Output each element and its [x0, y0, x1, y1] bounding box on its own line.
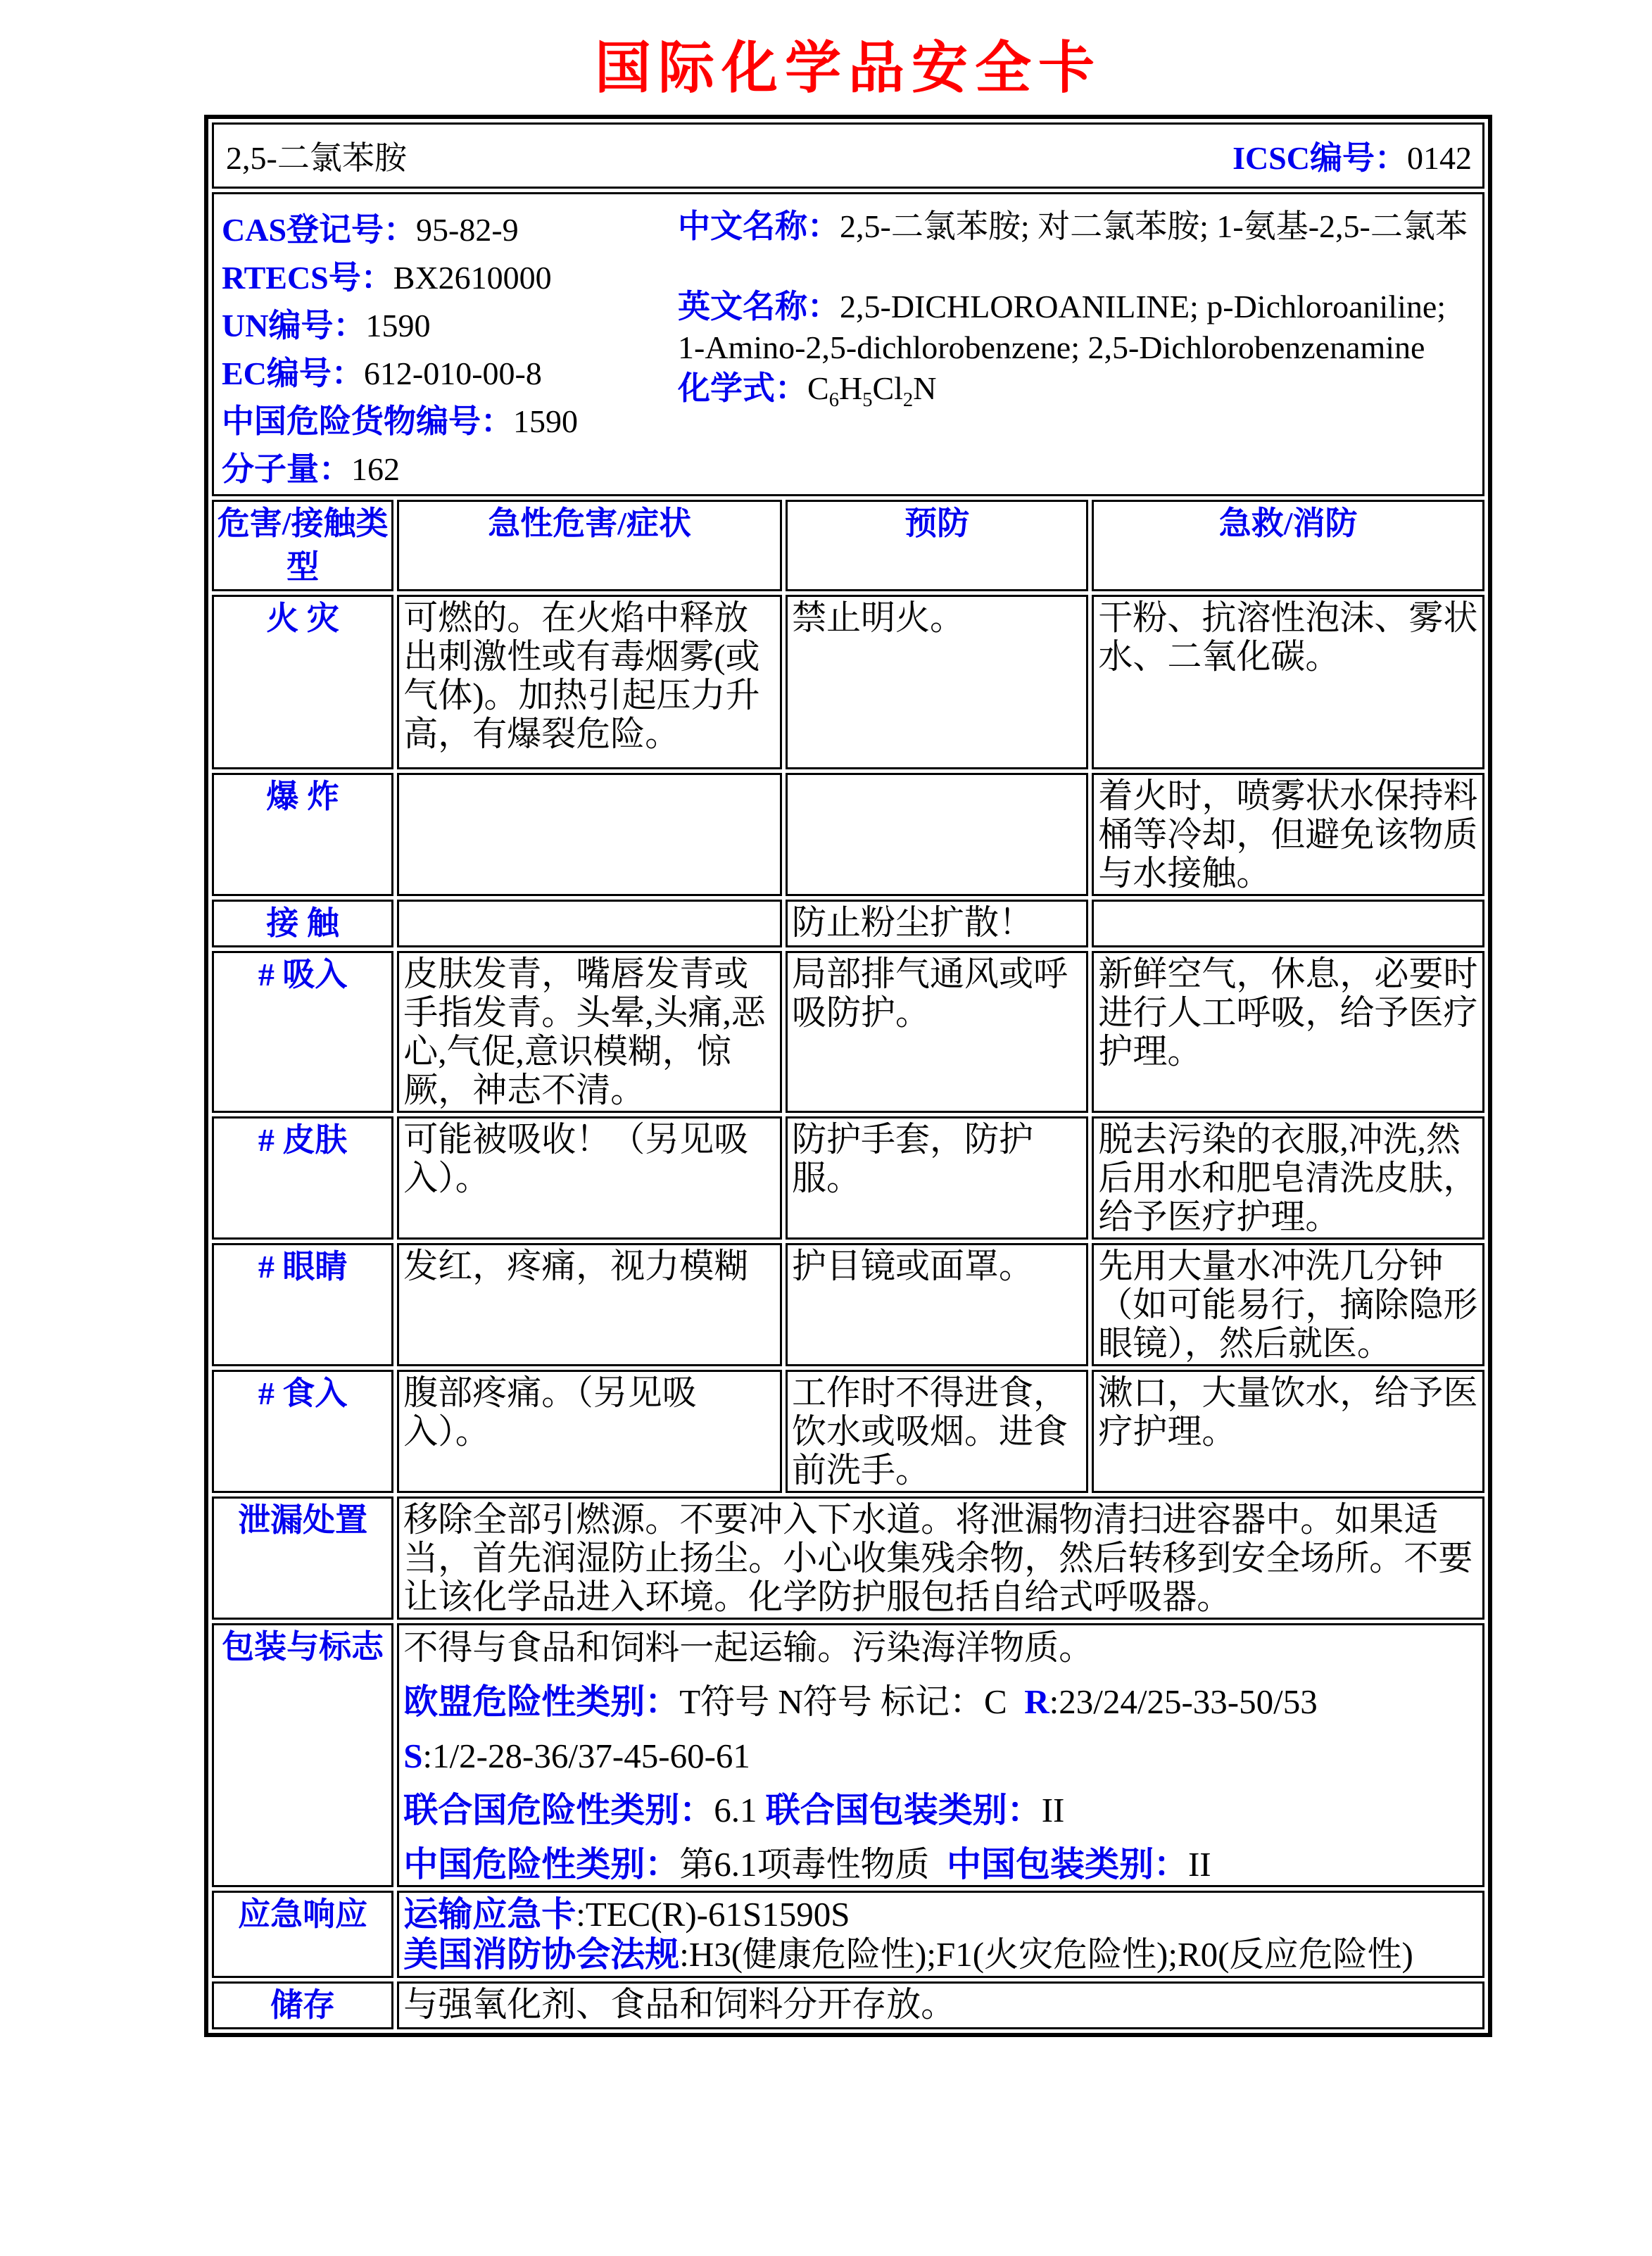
- packaging-eu-class: 欧盟危险性类别：T符号 N符号 标记：C R:23/24/25-33-50/53: [403, 1682, 1318, 1721]
- prevention-cell: 护目镜或面罩。: [786, 1243, 1088, 1366]
- response-cell: [1092, 900, 1484, 947]
- symptoms-cell: 可燃的。在火焰中释放出刺激性或有毒烟雾(或气体)。加热引起压力升高，有爆裂危险。: [397, 595, 782, 769]
- response-cell: 干粉、抗溶性泡沫、雾状水、二氧化碳。: [1092, 595, 1484, 769]
- response-cell: 先用大量水冲洗几分钟（如可能易行，摘除隐形眼镜），然后就医。: [1092, 1243, 1484, 1366]
- chinese-name: 中文名称：2,5-二氯苯胺; 对二氯苯胺; 1-氨基-2,5-二氯苯: [678, 208, 1468, 244]
- china-dg-number-line: 中国危险货物编号：1590: [222, 403, 578, 439]
- hazard-header-prevention: 预防: [786, 500, 1088, 591]
- icsc-number: ICSC编号：0142: [1232, 140, 1472, 176]
- symptoms-cell: [397, 900, 782, 947]
- hazard-row-label: # 眼睛: [212, 1243, 393, 1366]
- hazard-row-label: 火 灾: [212, 595, 393, 769]
- symptoms-cell: 可能被吸收！（另见吸入）。: [397, 1116, 782, 1240]
- hazard-header-type: 危害/接触类型: [212, 500, 393, 591]
- packaging-china-class: 中国危险性类别：第6.1项毒性物质 中国包装类别：II: [403, 1845, 1211, 1884]
- hazard-header-row: [212, 500, 1484, 591]
- transport-emergency-card: 运输应急卡:TEC(R)-61S1590S: [403, 1895, 850, 1934]
- packaging-un-class: 联合国危险性类别：6.1 联合国包装类别：II: [403, 1791, 1065, 1829]
- hazard-row-exposure: [212, 900, 1484, 947]
- response-cell: 漱口，大量饮水，给予医疗护理。: [1092, 1370, 1484, 1493]
- packaging-transport-note: 不得与食品和饲料一起运输。污染海洋物质。: [403, 1628, 1094, 1667]
- icsc-card-table: [204, 115, 1492, 2037]
- section-content-packaging: [397, 1623, 1484, 1887]
- spill-paragraph: 移除全部引燃源。不要冲入下水道。将泄漏物清扫进容器中。如果适当，首先润湿防止扬尘。小心收集残余物，然后转移到安全场所。不要让该化学品进入环境。化学防护服包括自给式呼吸器。: [403, 1500, 1473, 1616]
- response-cell: 脱去污染的衣服,冲洗,然后用水和肥皂清洗皮肤，给予医疗护理。: [1092, 1116, 1484, 1240]
- hazard-row-explosion: [212, 773, 1484, 896]
- un-number-line: UN编号：1590: [222, 308, 431, 344]
- prevention-cell: 防止粉尘扩散！: [786, 900, 1088, 947]
- hazard-row-inhalation: [212, 951, 1484, 1113]
- prevention-cell: 局部排气通风或呼吸防护。: [786, 951, 1088, 1113]
- name-list: [678, 206, 1477, 493]
- section-row-packaging: [212, 1623, 1484, 1887]
- hazard-row-label: 接 触: [212, 900, 393, 947]
- molecular-weight-line: 分子量：162: [222, 451, 400, 487]
- page-title: 国际化学品安全卡: [595, 38, 1102, 100]
- cas-number-line: CAS登记号：95-82-9: [222, 212, 519, 248]
- section-row-spill: [212, 1496, 1484, 1620]
- prevention-cell: 防护手套，防护服。: [786, 1116, 1088, 1240]
- prevention-cell: 禁止明火。: [786, 595, 1088, 769]
- section-content-emergency: [397, 1891, 1484, 1978]
- hazard-row-skin: [212, 1116, 1484, 1240]
- section-row-storage: [212, 1981, 1484, 2029]
- response-cell: 新鲜空气，休息，必要时进行人工呼吸，给予医疗护理。: [1092, 951, 1484, 1113]
- substance-name: 2,5-二氯苯胺: [226, 140, 407, 176]
- hazard-row-fire: [212, 595, 1484, 769]
- section-label: 包装与标志: [212, 1623, 393, 1887]
- name-cell: [212, 122, 1484, 189]
- symptoms-cell: 发红，疼痛，视力模糊: [397, 1243, 782, 1366]
- english-name: 英文名称：2,5-DICHLOROANILINE; p-Dichloroaniline; 1-Amino-2,5-dichlorobenzene; 2,5-Dichlorobenzenamine: [678, 289, 1446, 365]
- symptoms-cell: 皮肤发青，嘴唇发青或手指发青。头晕,头痛,恶心,气促,意识模糊，惊厥，神志不清。: [397, 951, 782, 1113]
- section-row-emergency: [212, 1891, 1484, 1978]
- identifiers-cell: [212, 192, 1484, 496]
- name-row: [212, 122, 1484, 189]
- hazard-row-eyes: [212, 1243, 1484, 1366]
- nfpa-code: 美国消防协会法规:H3(健康危险性);F1(火灾危险性);R0(反应危险性): [403, 1935, 1413, 1974]
- identifiers-row: [212, 192, 1484, 496]
- storage-paragraph: 与强氧化剂、食品和饲料分开存放。: [403, 1985, 956, 2024]
- symptoms-cell: [397, 773, 782, 896]
- section-label: 储存: [212, 1981, 393, 2029]
- identifier-list: [222, 206, 678, 493]
- section-content-spill: [397, 1496, 1484, 1620]
- rtecs-number-line: RTECS号：BX2610000: [222, 260, 552, 296]
- prevention-cell: 工作时不得进食，饮水或吸烟。进食前洗手。: [786, 1370, 1088, 1493]
- chemical-formula: 化学式：$C_6H_5Cl_2N$: [678, 370, 937, 412]
- section-label: 应急响应: [212, 1891, 393, 1978]
- response-cell: 着火时，喷雾状水保持料桶等冷却，但避免该物质与水接触。: [1092, 773, 1484, 896]
- prevention-cell: [786, 773, 1088, 896]
- ec-number-line: EC编号：612-010-00-8: [222, 355, 542, 391]
- section-content-storage: [397, 1981, 1484, 2029]
- symptoms-cell: 腹部疼痛。（另见吸入）。: [397, 1370, 782, 1493]
- hazard-header-response: 急救/消防: [1092, 500, 1484, 591]
- hazard-row-label: # 吸入: [212, 951, 393, 1113]
- hazard-header-symptoms: 急性危害/症状: [397, 500, 782, 591]
- hazard-row-label: 爆 炸: [212, 773, 393, 896]
- packaging-s-phrases: S:1/2-28-36/37-45-60-61: [403, 1737, 750, 1775]
- hazard-row-label: # 食入: [212, 1370, 393, 1493]
- hazard-row-label: # 皮肤: [212, 1116, 393, 1240]
- hazard-row-ingestion: [212, 1370, 1484, 1493]
- section-label: 泄漏处置: [212, 1496, 393, 1620]
